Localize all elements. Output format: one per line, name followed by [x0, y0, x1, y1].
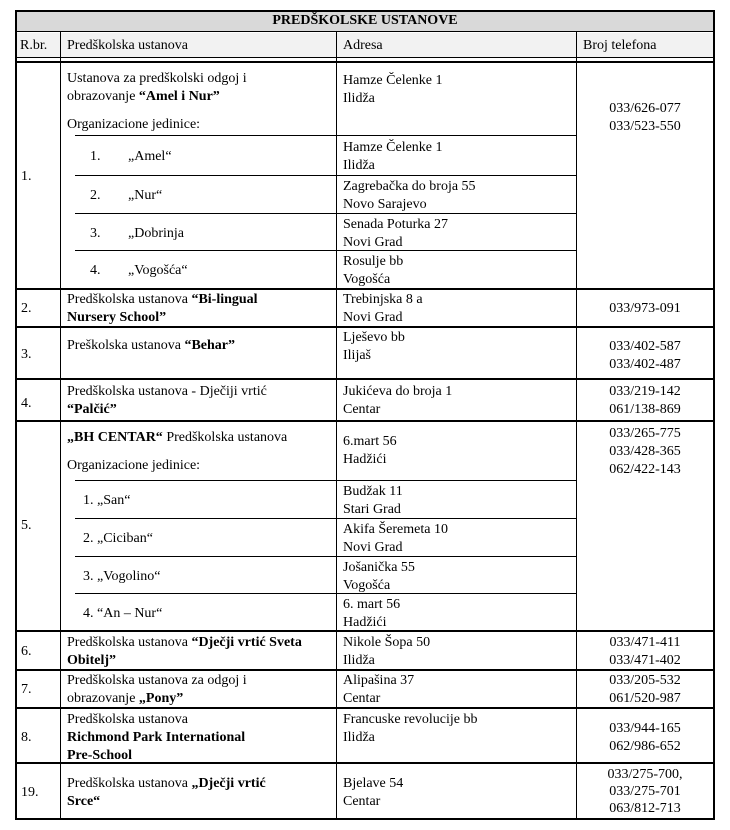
- rule: [75, 593, 576, 594]
- unit-name: 1. „San“: [83, 493, 131, 508]
- unit-name: „Nur“: [128, 188, 163, 203]
- rule: [15, 61, 715, 63]
- address: 6. mart 56: [343, 597, 401, 612]
- rule: [75, 556, 576, 557]
- phone: 033/471-411: [609, 635, 681, 650]
- address: Centar: [343, 402, 381, 417]
- institution-name: Predškolska ustanova: [67, 712, 188, 727]
- address: Hamze Čelenke 1: [343, 140, 443, 155]
- phone: 033/471-402: [609, 653, 681, 668]
- phone: 033/402-487: [609, 357, 681, 372]
- institution-name: Preškolska ustanova “Behar”: [67, 338, 235, 353]
- rule: [75, 250, 576, 251]
- institution-name: Srce“: [67, 794, 101, 809]
- row-number: 1.: [21, 169, 32, 184]
- border: [15, 10, 17, 820]
- row-number: 7.: [21, 682, 32, 697]
- address: Novi Grad: [343, 310, 403, 325]
- phone: 033/944-165: [609, 721, 681, 736]
- border: [15, 818, 715, 820]
- institution-name: Predškolska ustanova za odgoj i: [67, 673, 247, 688]
- address: Novi Grad: [343, 540, 403, 555]
- institution-name: obrazovanje “Amel i Nur”: [67, 89, 220, 104]
- address: Ilidža: [343, 158, 375, 173]
- address: Nikole Šopa 50: [343, 635, 431, 650]
- rule: [75, 135, 576, 136]
- phone: 033/626-077: [609, 101, 681, 116]
- address: Centar: [343, 691, 381, 706]
- row-number: 2.: [21, 301, 32, 316]
- institution-name: „BH CENTAR“ Predškolska ustanova: [67, 430, 288, 445]
- address: Ilidža: [343, 91, 375, 106]
- phone: 062/422-143: [609, 462, 681, 477]
- header-rbr: R.br.: [20, 38, 48, 53]
- rule: [15, 707, 715, 709]
- unit-name: „Vogošća“: [128, 263, 188, 278]
- institution-name: Ustanova za predškolski odgoj i: [67, 71, 247, 86]
- institution-name: Pre-School: [67, 748, 133, 763]
- rule: [15, 420, 715, 422]
- phone: 061/520-987: [609, 691, 681, 706]
- unit-name: „Dobrinja: [128, 226, 184, 241]
- table-title: PREDŠKOLSKE USTANOVE: [272, 13, 458, 28]
- phone: 062/986-652: [609, 739, 681, 754]
- org-units-label: Organizacione jedinice:: [67, 117, 201, 132]
- address: Jošanička 55: [343, 560, 415, 575]
- address: Trebinjska 8 a: [343, 292, 423, 307]
- institution-name: Predškolska ustanova “Dječji vrtić Sveta: [67, 635, 302, 650]
- address: Stari Grad: [343, 502, 401, 517]
- phone: 033/523-550: [609, 119, 681, 134]
- rule: [15, 57, 715, 58]
- address: Novi Grad: [343, 235, 403, 250]
- address: Novo Sarajevo: [343, 197, 427, 212]
- unit-name: 2. „Ciciban“: [83, 531, 153, 546]
- row-number: 8.: [21, 730, 32, 745]
- row-number: 4.: [21, 396, 32, 411]
- address: Zagrebačka do broja 55: [343, 179, 476, 194]
- address: Vogošća: [343, 578, 391, 593]
- phone: 033/275-700,: [607, 767, 683, 782]
- rule: [15, 288, 715, 290]
- header-name: Predškolska ustanova: [67, 38, 188, 53]
- address: Lješevo bb: [343, 330, 405, 345]
- row-number: 19.: [21, 785, 39, 800]
- border: [713, 10, 715, 820]
- unit-number: 1.: [90, 149, 101, 164]
- institution-name: obrazovanje „Pony”: [67, 691, 184, 706]
- phone: 033/219-142: [609, 384, 681, 399]
- unit-number: 3.: [90, 226, 101, 241]
- institution-name: Predškolska ustanova „Dječji vrtić: [67, 776, 266, 791]
- unit-name: 4. “An – Nur“: [83, 606, 163, 621]
- address: Ilijaš: [343, 348, 371, 363]
- address: Francuske revolucije bb: [343, 712, 478, 727]
- unit-number: 4.: [90, 263, 101, 278]
- address: Senada Poturka 27: [343, 217, 448, 232]
- rule: [75, 480, 576, 481]
- rule: [336, 31, 337, 819]
- phone: 033/428-365: [609, 444, 681, 459]
- rule: [15, 669, 715, 671]
- address: Budžak 11: [343, 484, 403, 499]
- rule: [15, 31, 715, 32]
- unit-name: 3. „Vogolino“: [83, 569, 161, 584]
- address: Hadžići: [343, 615, 387, 630]
- address: Hamze Čelenke 1: [343, 73, 443, 88]
- rule: [75, 518, 576, 519]
- address: Ilidža: [343, 730, 375, 745]
- address: 6.mart 56: [343, 434, 397, 449]
- rule: [75, 175, 576, 176]
- row-number: 3.: [21, 347, 32, 362]
- rule: [15, 378, 715, 380]
- address: Bjelave 54: [343, 776, 404, 791]
- rule: [60, 31, 61, 819]
- address: Akifa Šeremeta 10: [343, 522, 448, 537]
- phone: 061/138-869: [609, 402, 681, 417]
- phone: 033/205-532: [609, 673, 681, 688]
- phone: 063/812-713: [609, 801, 681, 816]
- header-phone: Broj telefona: [583, 38, 657, 53]
- row-number: 6.: [21, 644, 32, 659]
- rule: [15, 326, 715, 328]
- header-address: Adresa: [343, 38, 383, 53]
- unit-name: „Amel“: [128, 149, 172, 164]
- phone: 033/275-701: [609, 784, 681, 799]
- address: Vogošća: [343, 272, 391, 287]
- address: Rosulje bb: [343, 254, 404, 269]
- institution-name: Richmond Park International: [67, 730, 246, 745]
- unit-number: 2.: [90, 188, 101, 203]
- institution-name: Predškolska ustanova “Bi-lingual: [67, 292, 258, 307]
- institution-name: Predškolska ustanova - Dječiji vrtić: [67, 384, 267, 399]
- phone: 033/973-091: [609, 301, 681, 316]
- institution-name: Obitelj”: [67, 653, 116, 668]
- address: Ilidža: [343, 653, 375, 668]
- row-number: 5.: [21, 518, 32, 533]
- address: Centar: [343, 794, 381, 809]
- phone: 033/265-775: [609, 426, 681, 441]
- phone: 033/402-587: [609, 339, 681, 354]
- org-units-label: Organizacione jedinice:: [67, 458, 201, 473]
- institution-name: Nursery School”: [67, 310, 167, 325]
- institution-name: “Palčić”: [67, 402, 117, 417]
- address: Alipašina 37: [343, 673, 415, 688]
- address: Jukićeva do broja 1: [343, 384, 453, 399]
- address: Hadžići: [343, 452, 387, 467]
- rule: [75, 213, 576, 214]
